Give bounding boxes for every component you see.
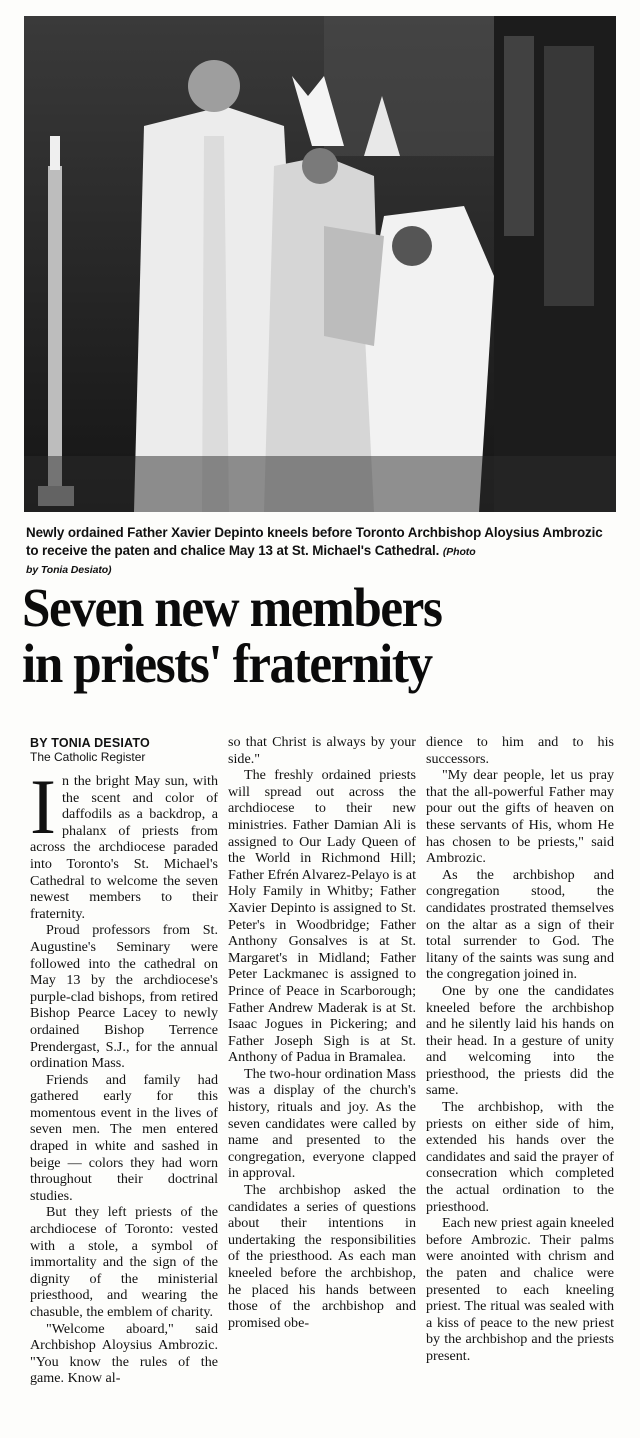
ordination-photo: [24, 16, 616, 512]
article-paragraph: Friends and family had gathered early for this momentous event in the lives of seven men. The men entered draped in white and sashed in beige — colors they had worn throughout their doctrinal studies.: [30, 1071, 218, 1204]
caption-text: Newly ordained Father Xavier Depinto kneels before Toronto Archbishop Aloysius Ambrozic to receive the paten and chalice May 13 at St. Michael's Cathedral.: [26, 525, 603, 558]
caption-credit-open: (Photo: [442, 546, 476, 558]
article-paragraph: In the bright May sun, with the scent and color of daffodils as a backdrop, a phalanx of priests from across the archdiocese paraded into Toronto's St. Michael's Cathedral to welcome the seven newest members to their fraternity.: [30, 763, 218, 922]
article-paragraph: The freshly ordained priests will spread out across the archdiocese to their new ministries. Father Damian Ali is assigned to Our Lady Queen of the World in Richmond Hill; Father Efrén Alvarez-Pelayo is at Holy Family in Whitby; Father Xavier Depinto is assigned to St. Peter's in Woodbridge; Father Anthony Gonsalves is at St. Margaret's in Midland; Father Peter Lackmanec is assigned to Prince of Peace in Scarborough; Father Andrew Maderak is at St. Isaac Jogues in Pickering; and Father Joseph Sigh is at St. Anthony of Padua in Bramalea.: [228, 767, 416, 1066]
article-column-1: [30, 734, 218, 1387]
article-paragraph: The archbishop asked the candidates a series of questions about their intentions in undertaking the responsibilities of the priesthood. As each man kneeled before the archbishop, he placed his hands between those of the archbishop and promised obe-: [228, 1182, 416, 1331]
article-paragraph: But they left priests of the archdiocese of Toronto: vested with a stole, a symbol of immortality and the sign of the dignity of the ministerial priesthood, and wearing the chasuble, the emblem of charity.: [30, 1204, 218, 1320]
article-paragraph: The archbishop, with the priests on either side of him, extended his hands over the candidates and said the prayer of consecration which completed the actual ordination to the priesthood.: [426, 1099, 614, 1215]
article-paragraph: "Welcome aboard," said Archbishop Aloysius Ambrozic. "You know the rules of the game. Know al-: [30, 1320, 218, 1387]
article-paragraph: "My dear people, let us pray that the all-powerful Father may pour out the gifts of heaven on these servants of His, whom He has chosen to be priests," said Ambrozic.: [426, 767, 614, 867]
article-paragraph: Proud professors from St. Augustine's Seminary were followed into the cathedral on May 13 by the archdiocese's purple-clad bishops, from retired Bishop Pearce Lacey to newly ordained Bishop Terrence Prendergast, S.J., for the annual ordination Mass.: [30, 922, 218, 1072]
article-column-3: [426, 734, 614, 1365]
article-paragraph: dience to him and to his successors.: [426, 734, 614, 767]
article-column-2: [228, 734, 416, 1331]
headline-line-1: Seven new members: [22, 577, 442, 638]
caption-credit-by: by Tonia Desiato): [26, 564, 112, 576]
headline: [22, 577, 622, 694]
headline-line-2: in priests' fraternity: [22, 633, 432, 694]
article-paragraph: Each new priest again kneeled before Ambrozic. Their palms were anointed with chrism and the paten and chalice were presented to each kneeling priest. The ritual was sealed with a kiss of peace to the new priest by the archbishop and the priests present.: [426, 1215, 614, 1364]
article-paragraph: so that Christ is always by your side.": [228, 734, 416, 767]
article-paragraph: The two-hour ordination Mass was a display of the church's history, rituals and joy. As the seven candidates were called by name and presented to the congregation, everyone clapped in approval.: [228, 1065, 416, 1182]
photo-caption: [26, 524, 616, 579]
article-paragraph: One by one the candidates kneeled before the archbishop and he silently laid his hands on their head. In a gesture of unity and welcoming into the priesthood, the priests did the same.: [426, 982, 614, 1099]
source-publication: The Catholic Register: [30, 750, 146, 764]
drop-cap: I: [30, 763, 56, 850]
ordination-photo-drawing: [24, 16, 616, 512]
byline: BY TONIA DESIATO: [30, 736, 150, 750]
article-paragraph: As the archbishop and congregation stood, the candidates prostrated themselves on the altar as a sign of their total surrender to God. The litany of the saints was sung and the congregation joined in.: [426, 866, 614, 983]
